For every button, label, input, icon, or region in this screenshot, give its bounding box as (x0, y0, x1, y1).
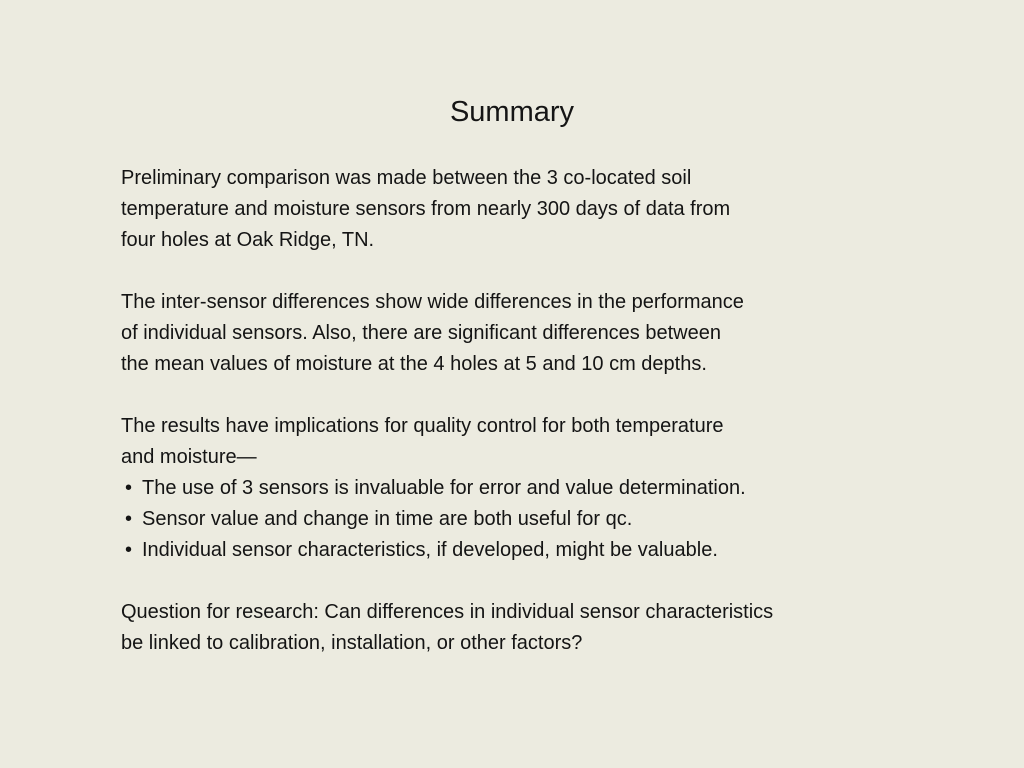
paragraph-implications (121, 411, 921, 566)
implications-bullet-list (121, 473, 921, 566)
bullet-item (121, 504, 921, 535)
bullet-item (121, 473, 921, 504)
text-line: temperature and moisture sensors from nearly 300 days of data from (121, 198, 731, 220)
text-line: and moisture— (121, 446, 257, 468)
bullet-icon: • (125, 508, 133, 530)
bullet-icon: • (125, 539, 133, 561)
bullet-text: Individual sensor characteristics, if developed, might be valuable. (142, 539, 718, 561)
paragraph-preliminary-comparison (121, 163, 921, 256)
slide-body (121, 163, 921, 690)
text-line: Question for research: Can differences in individual sensor characteristics (121, 601, 774, 623)
slide-title: Summary (449, 96, 575, 128)
bullet-item (121, 535, 921, 566)
text-line: the mean values of moisture at the 4 holes at 5 and 10 cm depths. (121, 353, 707, 375)
text-line: four holes at Oak Ridge, TN. (121, 229, 375, 251)
text-line: be linked to calibration, installation, or other factors? (121, 632, 583, 654)
text-line: Preliminary comparison was made between the 3 co-located soil (121, 167, 692, 189)
text-line: The results have implications for quality control for both temperature (121, 415, 724, 437)
paragraph-research-question (121, 597, 921, 659)
text-line: The inter-sensor differences show wide differences in the performance (121, 291, 744, 313)
paragraph-inter-sensor-differences (121, 287, 921, 380)
bullet-icon: • (125, 477, 133, 499)
bullet-text: Sensor value and change in time are both useful for qc. (142, 508, 633, 530)
bullet-text: The use of 3 sensors is invaluable for error and value determination. (142, 477, 746, 499)
text-line: of individual sensors. Also, there are significant differences between (121, 322, 721, 344)
